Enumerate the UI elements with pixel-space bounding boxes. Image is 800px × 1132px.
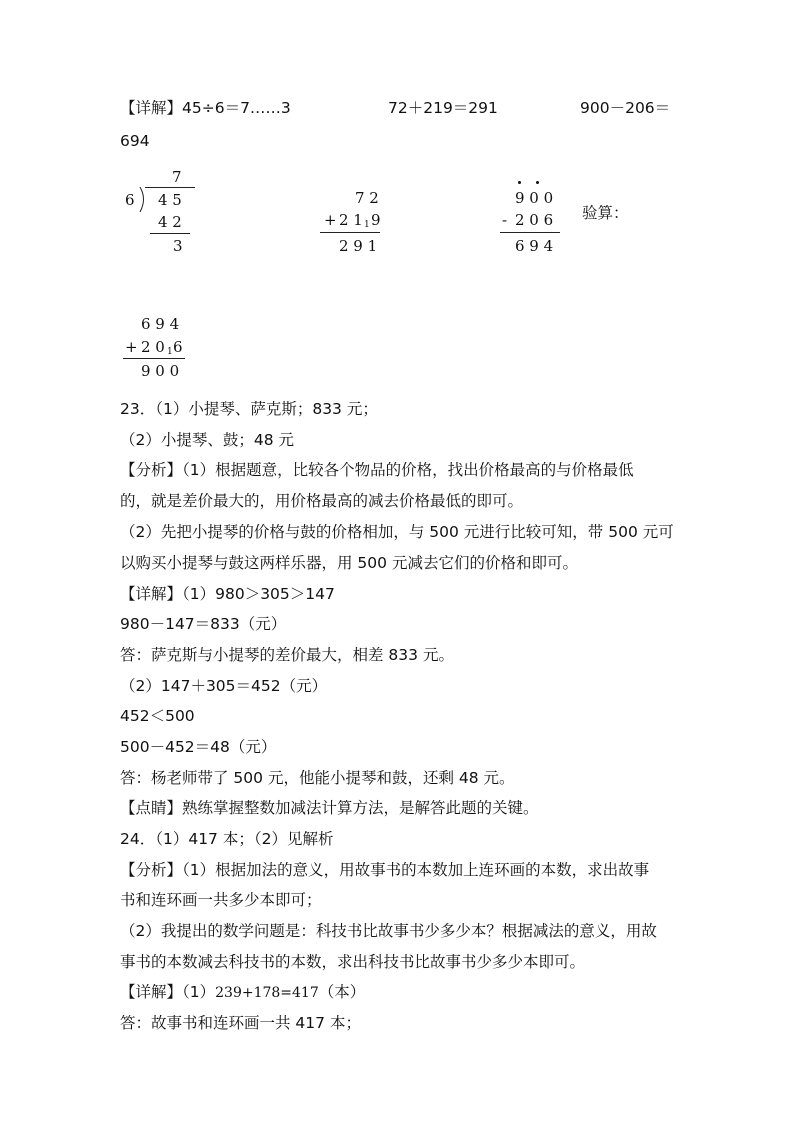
check-result: 9 0 0 — [141, 362, 180, 380]
q23-detail-6: 500－452＝48（元） — [120, 738, 277, 756]
addition-bottom-a: 2 1 — [339, 211, 363, 229]
q23-detail-5: 452＜500 — [120, 707, 195, 725]
q24-analysis-1: 【分析】（1）根据加法的意义，用故事书的本数加上连环画的本数，求出故事 — [120, 861, 650, 879]
q23-detail-3: 答：萨克斯与小提琴的差价最大，相差 833 元。 — [120, 646, 454, 664]
q23-analysis-4: 以购买小提琴与鼓这两样乐器，用 500 元减去它们的价格和即可。 — [120, 554, 578, 572]
borrow-dot-2 — [536, 181, 539, 184]
q24-analysis-4: 事书的本数减去科技书的本数，求出科技书比故事书少多少本即可。 — [120, 953, 586, 971]
subtraction-top: 9 0 0 — [515, 189, 554, 207]
subtraction-operator: - — [502, 211, 508, 229]
q23-answer-1: 23．（1）小提琴、萨克斯；833 元； — [120, 400, 378, 418]
q23-detail-2: 980－147＝833（元） — [120, 615, 287, 633]
addition-line — [320, 232, 380, 233]
q23-analysis-1: 【分析】（1）根据题意，比较各个物品的价格，找出价格最高的与价格最低 — [120, 461, 634, 479]
q24-analysis-3: （2）我提出的数学问题是：科技书比故事书少多少本？根据减法的意义，用故 — [120, 922, 657, 940]
borrow-dot-1 — [518, 181, 521, 184]
addition-operator: + — [324, 211, 337, 229]
equation-subtraction: 900－206＝ — [580, 99, 671, 117]
division-line — [150, 233, 190, 234]
q24-detail-unit: （本） — [318, 983, 366, 1001]
q23-detail-7: 答：杨老师带了 500 元，他能小提琴和鼓，还剩 48 元。 — [120, 769, 515, 787]
check-operator: + — [125, 338, 138, 356]
q24-answer: 24．（1）417 本；（2）见解析 — [120, 830, 334, 848]
q23-detail-1: 【详解】（1）980＞305＞147 — [120, 585, 335, 603]
check-bottom-a: 2 0 — [141, 338, 165, 356]
subtraction-bottom: 2 0 6 — [515, 211, 554, 229]
addition-result: 2 9 1 — [339, 237, 378, 255]
q23-key-point: 【点睛】熟练掌握整数加减法计算方法，是解答此题的关键。 — [120, 799, 539, 817]
division-dividend: 4 5 — [158, 191, 182, 209]
check-carry: 1 — [167, 347, 173, 357]
division-remainder: 3 — [173, 237, 183, 255]
equation-addition: 72＋219＝291 — [388, 99, 498, 117]
equation-subtraction-result: 694 — [120, 132, 150, 150]
division-bar — [145, 187, 195, 188]
check-label: 验算： — [582, 204, 629, 222]
q23-answer-2: （2）小提琴、鼓；48 元 — [120, 431, 295, 449]
q23-detail-4: （2）147＋305＝452（元） — [120, 677, 328, 695]
q24-detail-1 — [120, 982, 365, 1003]
check-bottom-b: 6 — [173, 338, 183, 356]
subtraction-line — [500, 232, 560, 233]
addition-carry: 1 — [364, 220, 370, 230]
q24-detail-expression: 239+178=417 — [215, 985, 319, 1001]
division-quotient: 7 — [172, 168, 182, 186]
division-product: 4 2 — [158, 213, 182, 231]
subtraction-result: 6 9 4 — [515, 237, 554, 255]
division-divisor: 6 — [125, 191, 135, 209]
addition-bottom-b: 9 — [371, 211, 381, 229]
q24-detail-label: 【详解】（1） — [120, 983, 216, 1001]
q23-analysis-2: 的，就是差价最大的，用价格最高的减去价格最低的即可。 — [120, 492, 524, 510]
q24-analysis-2: 书和连环画一共多少本即可； — [120, 891, 322, 909]
addition-top: 7 2 — [355, 189, 379, 207]
q24-detail-2: 答：故事书和连环画一共 417 本； — [120, 1014, 361, 1032]
check-top: 6 9 4 — [141, 315, 180, 333]
check-line — [123, 358, 185, 359]
division-bracket — [138, 187, 148, 213]
q23-analysis-3: （2）先把小提琴的价格与鼓的价格相加，与 500 元进行比较可知，带 500 元可 — [120, 523, 674, 541]
detail-line-1: 【详解】45÷6＝7……3 — [120, 99, 291, 117]
